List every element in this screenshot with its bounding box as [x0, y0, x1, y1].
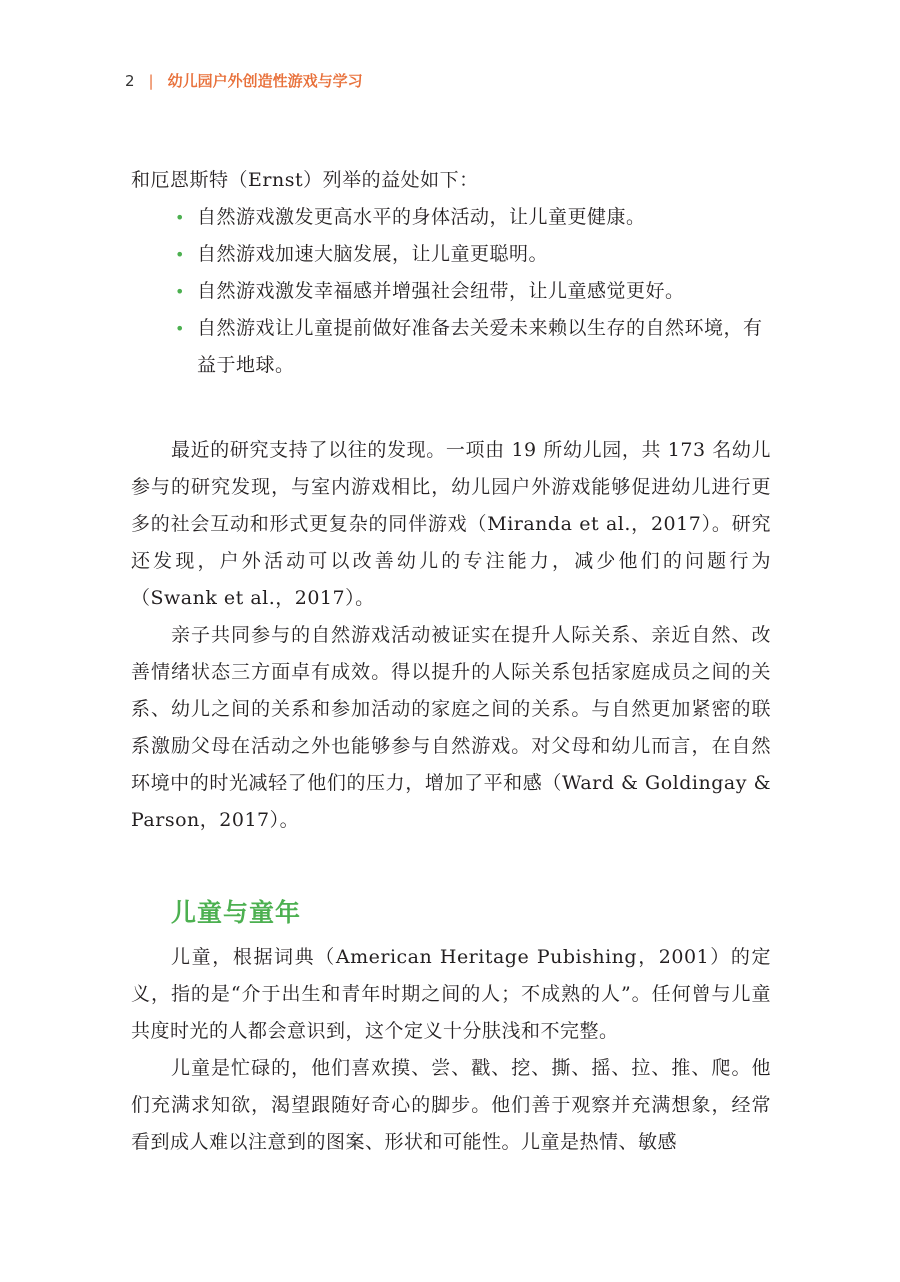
benefit-item	[175, 236, 771, 273]
body-paragraph: 儿童是忙碌的，他们喜欢摸、尝、戳、挖、撕、摇、拉、推、爬。他们充满求知欲，渴望跟随好奇心的脚步。他们善于观察并充满想象，经常看到成人难以注意到的图案、形状和可能性。儿童是热情、敏感	[131, 1057, 771, 1153]
benefit-item	[175, 199, 771, 236]
body-paragraph: 亲子共同参与的自然游戏活动被证实在提升人际关系、亲近自然、改善情绪状态三方面卓有成效。得以提升的人际关系包括家庭成员之间的关系、幼儿之间的关系和参加活动的家庭之间的关系。与自然更加紧密的联系激励父母在活动之外也能够参与自然游戏。对父母和幼儿而言，在自然环境中的时光减轻了他们的压力，增加了平和感（Ward & Goldingay & Parson，2017）。	[131, 624, 771, 831]
benefit-text: 自然游戏激发更高水平的身体活动，让儿童更健康。	[197, 206, 646, 228]
body-paragraph: 儿童，根据词典（American Heritage Pubishing，2001）的定义，指的是“介于出生和青年时期之间的人；不成熟的人”。任何曾与儿童共度时光的人都会意识到，这个定义十分肤浅和不完整。	[131, 946, 771, 1042]
benefit-text: 自然游戏让儿童提前做好准备去关爱未来赖以生存的自然环境，有益于地球。	[197, 317, 763, 376]
bullet-icon: •	[175, 245, 185, 264]
header-separator: |	[148, 72, 154, 90]
benefit-item	[175, 310, 771, 384]
bullet-icon: •	[175, 319, 185, 338]
bullet-icon: •	[175, 282, 185, 301]
body-paragraph: 最近的研究支持了以往的发现。一项由 19 所幼儿园，共 173 名幼儿参与的研究发现，与室内游戏相比，幼儿园户外游戏能够促进幼儿进行更多的社会互动和形式更复杂的同伴游戏（Miranda et al.，2017）。研究还发现，户外活动可以改善幼儿的专注能力，减少他们的问题行为（Swank et al.，2017）。	[131, 439, 771, 609]
book-title: 幼儿园户外创造性游戏与学习	[167, 72, 363, 90]
benefit-item	[175, 273, 771, 310]
running-header	[125, 70, 363, 92]
benefit-text: 自然游戏加速大脑发展，让儿童更聪明。	[197, 243, 549, 265]
benefits-list	[131, 199, 771, 384]
spacer	[131, 839, 771, 891]
benefit-text: 自然游戏激发幸福感并增强社会纽带，让儿童感觉更好。	[197, 280, 685, 302]
bullet-icon: •	[175, 208, 185, 227]
spacer	[131, 384, 771, 432]
section-heading: 儿童与童年	[171, 898, 302, 927]
page-body	[131, 162, 771, 1161]
intro-sentence: 和厄恩斯特（Ernst）列举的益处如下：	[131, 169, 479, 191]
page-number: 2	[125, 72, 135, 90]
